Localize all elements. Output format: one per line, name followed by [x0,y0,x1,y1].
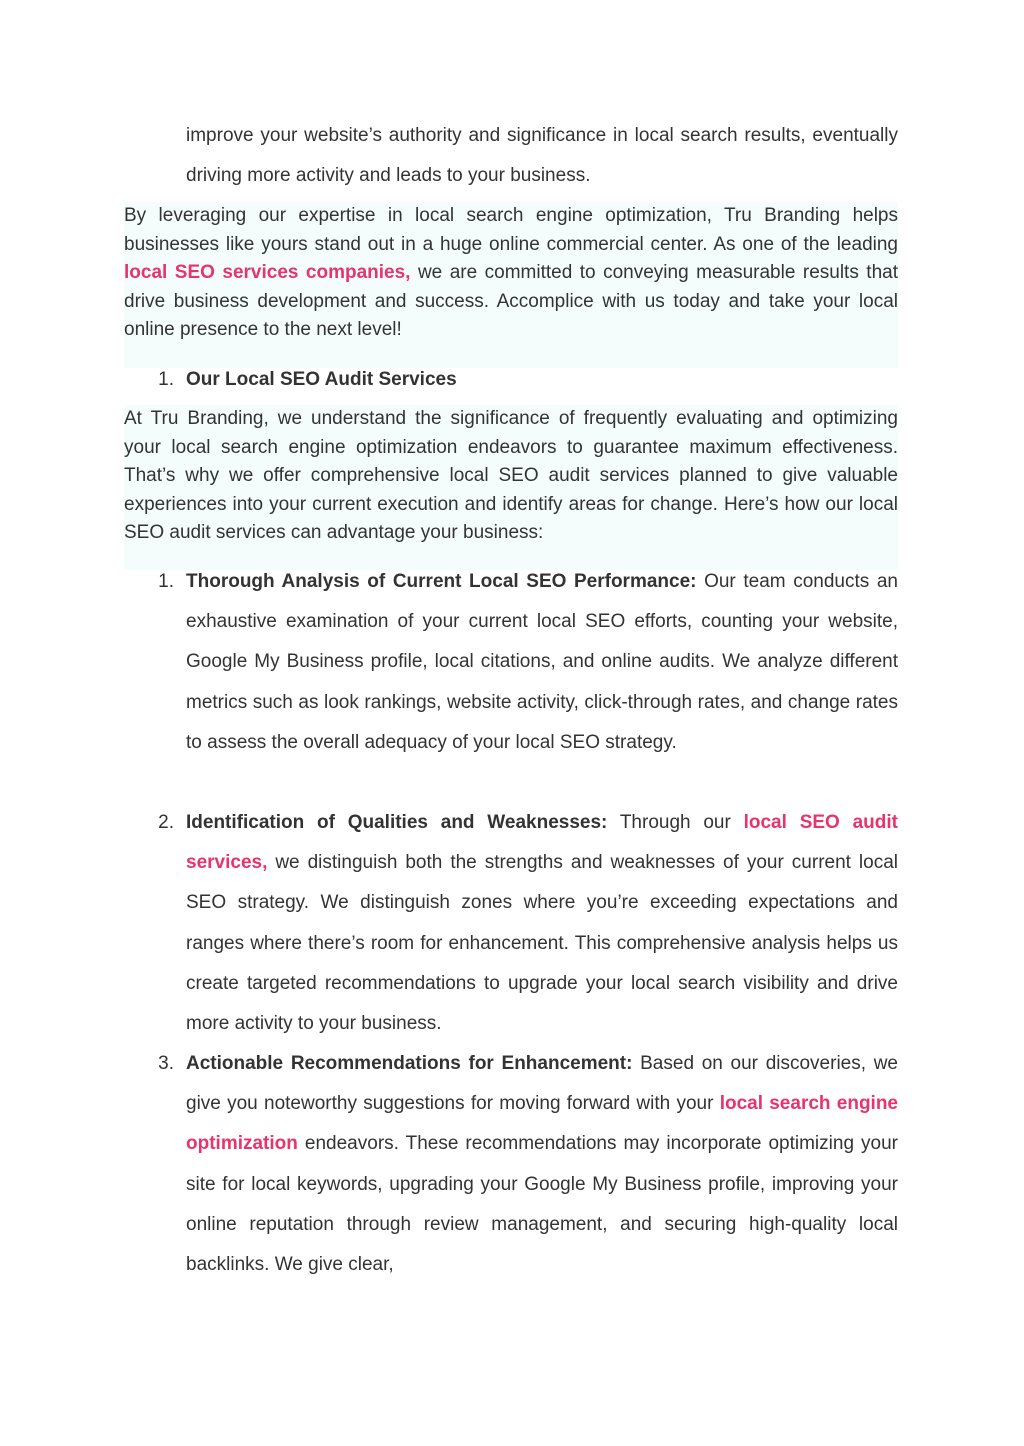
list-title: Actionable Recommendations for Enhancement: [186,1053,633,1074]
paragraph-text: we are committed to conveying measurable results that drive business development and success. Accomplice with us today and take your local online presence to the next level! [124,262,898,340]
list-text: Actionable Recommendations for Enhancement: Based on our discoveries, we give you noteworthy suggestions for moving forward with your local search engine optimization endeavors. These recommendations may incorporate optimizing your site for local keywords, upgrading your Google My Business profile, improving your online reputation through review management, and securing high-quality local backlinks. We give clear, [186,1053,898,1276]
list-text: Thorough Analysis of Current Local SEO Performance: Our team conducts an exhaustive examination of your current local SEO efforts, counting your website, Google My Business profile, local citations, and online audits. We analyze different metrics such as look rankings, website activity, click-through rates, and change rates to assess the overall adequacy of your local SEO strategy. [186,571,898,753]
list-title: Identification of Qualities and Weaknesses: [186,812,608,833]
list-number: 3. [158,1053,174,1074]
section-number: 1. [158,369,174,390]
local-seo-audit-services-link[interactable]: local SEO audit services, [186,812,898,874]
paragraph-audit-intro: At Tru Branding, we understand the significance of frequently evaluating and optimizing your local search engine optimization endeavors to guarantee maximum effectiveness. That’s why we offer comprehensive local SEO audit services planned to give valuable experiences into your current execution and identify areas for change. Here’s how our local SEO audit services can advantage your business: [124,405,898,570]
section-title: Our Local SEO Audit Services [186,369,457,390]
list-text: Identification of Qualities and Weaknesses: Through our local SEO audit services, we distinguish both the strengths and weaknesses of your current local SEO strategy. We distinguish zones where you’re exceeding expectations and ranges where there’s room for enhancement. This comprehensive analysis helps us create targeted recommendations to upgrade your local search visibility and drive more activity to your business. [186,812,898,1035]
local-search-engine-optimization-link[interactable]: local search engine optimization [186,1093,898,1155]
intro-continuation: improve your website’s authority and significance in local search results, eventually driving more activity and leads to your business. [186,125,898,186]
paragraph-text: By leveraging our expertise in local search engine optimization, Tru Branding helps businesses like yours stand out in a huge online commercial center. As one of the leading [124,205,898,255]
list-title: Thorough Analysis of Current Local SEO Performance: [186,571,697,592]
paragraph-services-overview [124,202,898,368]
local-seo-services-link[interactable]: local SEO services companies, [124,262,411,283]
list-number: 2. [158,812,174,833]
list-number: 1. [158,571,174,592]
